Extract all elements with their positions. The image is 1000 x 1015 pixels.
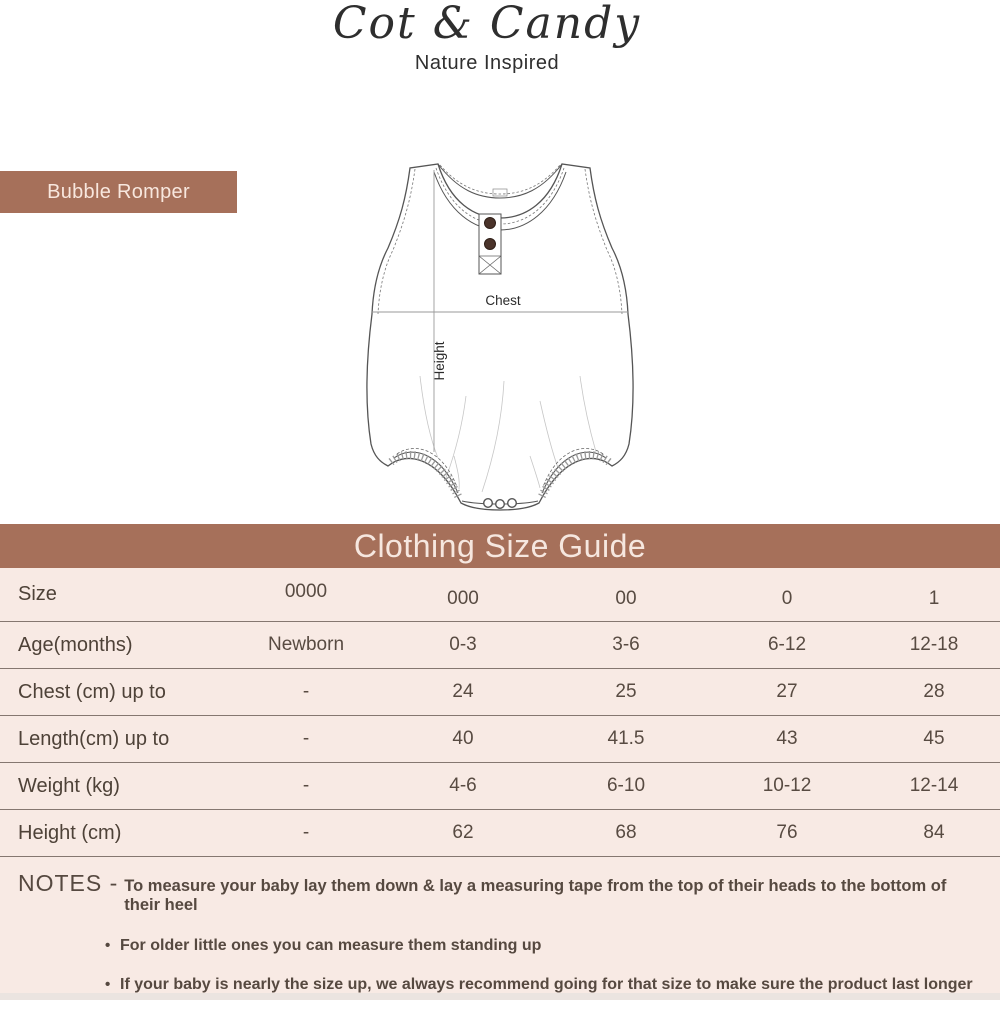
cell: 3-6: [612, 634, 640, 655]
height-label: Height: [432, 341, 447, 381]
cell: 00: [615, 587, 637, 609]
cell: 12-18: [909, 634, 959, 655]
cell: 6-10: [606, 775, 646, 796]
row-label: Height (cm): [18, 821, 122, 844]
notes-section: [0, 856, 1000, 1015]
cell: 000: [447, 587, 479, 609]
cell: 27: [776, 681, 798, 702]
row-label: Chest (cm) up to: [18, 680, 166, 703]
cell: 4-6: [449, 775, 477, 796]
brand-tagline: Nature Inspired: [414, 52, 560, 75]
cell: Newborn: [267, 634, 345, 655]
notes-bullet-list: [0, 937, 1000, 994]
row-label: Weight (kg): [18, 774, 120, 797]
cell: 40: [452, 728, 474, 749]
table-row-size: [0, 568, 1000, 622]
notes-heading: NOTES -: [18, 870, 119, 896]
crotch-snaps: [484, 499, 517, 509]
cell: 43: [776, 728, 798, 749]
cell: 0-3: [449, 634, 477, 655]
cell: 6-12: [767, 634, 807, 655]
cell: 10-12: [762, 775, 812, 796]
table-row-age: [0, 622, 1000, 669]
cell: 1: [928, 587, 940, 609]
cell: 62: [452, 822, 474, 843]
cell: 25: [615, 681, 637, 702]
cell: -: [302, 775, 310, 796]
notes-lead: To measure your baby lay them down & lay a measuring tape from the top of their heads to the bottom of their heel: [124, 877, 947, 914]
table-row-length: [0, 716, 1000, 763]
cell: 24: [452, 681, 474, 702]
row-label: Length(cm) up to: [18, 727, 170, 750]
table-row-weight: [0, 763, 1000, 810]
brand-logo: Cot & Candy: [332, 0, 642, 49]
cell: -: [302, 822, 310, 843]
placket-button-top: [485, 218, 496, 229]
row-label: Age(months): [18, 633, 133, 656]
notes-bullet: • For older little ones you can measure them standing up: [120, 937, 1000, 955]
cell: 84: [923, 822, 945, 843]
cell: 28: [923, 681, 945, 702]
product-label: Bubble Romper: [0, 171, 237, 213]
row-label: Size: [18, 583, 57, 605]
cell: 68: [615, 822, 637, 843]
cell: 0: [781, 587, 793, 609]
bottom-strip: [0, 993, 1000, 1000]
chest-label: Chest: [485, 293, 521, 308]
cell: -: [302, 728, 310, 749]
romper-diagram: [358, 156, 642, 514]
placket-button-bottom: [485, 239, 496, 250]
size-table: [0, 568, 1000, 857]
notes-bullet: • If your baby is nearly the size up, we always recommend going for that size to make sure the product last longer: [120, 976, 1000, 994]
cell: 76: [776, 822, 798, 843]
romper-sketch: [358, 156, 642, 514]
cell: -: [302, 681, 310, 702]
button-placket: [479, 214, 501, 274]
cell: 12-14: [909, 775, 959, 796]
size-guide-title: Clothing Size Guide: [353, 527, 647, 564]
table-row-chest: [0, 669, 1000, 716]
cell: 41.5: [607, 728, 645, 749]
neck-tag: [493, 189, 507, 196]
table-row-height: [0, 810, 1000, 857]
cell: 45: [923, 728, 945, 749]
cell: 0000: [284, 580, 328, 602]
brand-header: [0, 0, 974, 75]
size-guide-titlebar: [0, 524, 1000, 568]
